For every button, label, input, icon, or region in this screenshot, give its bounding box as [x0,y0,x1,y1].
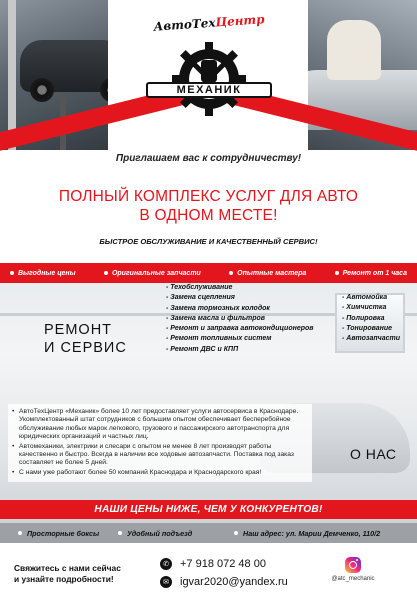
benefit-item: Опытные мастера [229,270,306,277]
instagram-handle[interactable]: @atc_mechanic [331,576,375,582]
info-bar [0,523,417,543]
phone-row[interactable] [160,555,320,573]
email-icon: ✉ [160,576,172,588]
phone-icon: ✆ [160,558,172,570]
list-item: - Техобслуживание [166,284,233,291]
extra-services-list [342,293,416,344]
call-to-action: Свяжитесь с нами сейчас и узнайте подробности! [14,563,121,584]
contacts [160,555,320,591]
bullet-icon [18,531,22,535]
header [0,0,417,160]
services-list [166,283,346,355]
list-item: - Химчистка [342,304,387,312]
benefit-item: Ремонт от 1 часа [335,270,407,277]
about-paragraph: • Автомеханики, электрики и слесари с опытом не менее 8 лет производят работы качественно и быстро. Всегда в наличии все ходовые автозапчасти. Поставка под заказ составляет не более 5 дней. [12,443,308,468]
bullet-icon [118,531,122,535]
list-item: - Полировка [342,314,385,322]
info-item: Удобный подъезд [118,529,234,538]
list-item: - Автомойка [342,294,388,301]
list-item: - Ремонт ДВС и КПП [166,345,239,353]
headline [20,187,397,225]
list-item: - Замена сцепления [166,294,235,302]
bullet-icon [10,271,14,275]
headline-line-2: В ОДНОМ МЕСТЕ! [139,207,278,224]
list-item: - Ремонт и заправка автокондиционеров [166,325,314,333]
instagram-icon [345,557,361,573]
bullet-icon [234,531,238,535]
bullet-icon [229,271,233,275]
about-title: О НАС [350,446,397,462]
bullet-icon [104,271,108,275]
benefit-item: Оригинальные запчасти [104,270,201,277]
logo-title: АвтоТехЦентр [153,12,265,34]
list-item: - Замена масла и фильтров [166,314,265,322]
headline-line-1: ПОЛНЫЙ КОМПЛЕКС УСЛУГ ДЛЯ АВТО [58,188,359,205]
phone-number[interactable]: +7 918 072 48 00 [180,558,266,570]
gear-wrench-icon [164,34,254,124]
footer [0,543,417,600]
email-row[interactable] [160,573,320,591]
service-section [0,283,417,523]
benefit-item: Выгодные цены [10,270,76,277]
email-address[interactable]: igvar2020@yandex.ru [180,576,288,588]
bullet-icon [335,271,339,275]
about-paragraph: • С нами уже работают более 50 компаний Краснодара и Краснодарского края! [12,469,308,477]
logo-banner: МЕХАНИК [146,82,272,98]
info-item: Просторные боксы [18,529,114,538]
repair-title: РЕМОНТ И СЕРВИС [44,322,127,356]
list-item: - Ремонт топливных систем [166,335,272,343]
about-text-box [8,404,312,482]
list-item: - Замена тормозных колодок [166,304,270,312]
instagram-link[interactable] [318,557,388,582]
address-item: Наш адрес: ул. Марии Демченко, 110/2 [234,529,380,538]
about-paragraph: • АвтоТехЦентр «Механик» более 10 лет предоставляет услуги автосервиса в Краснодаре. Укомплектованный штат сотрудников с большим опытом обеспечивает бесперебойное обслуживание любых марок легкового, грузового и пассажирского автотранспорта для юридических организаций и частных лиц. [12,408,308,442]
benefits-bar [0,263,417,283]
list-item: - Автозапчасти [342,335,400,343]
subheadline: БЫСТРОЕ ОБСЛУЖИВАНИЕ И КАЧЕСТВЕННЫЙ СЕРВИС! [99,237,318,246]
logo [148,8,270,140]
list-item: - Тонирование [342,324,393,332]
invite-text: Приглашаем вас к сотрудничеству! [115,153,302,164]
prices-banner: НАШИ ЦЕНЫ НИЖЕ, ЧЕМ У КОНКУРЕНТОВ! [0,500,417,519]
